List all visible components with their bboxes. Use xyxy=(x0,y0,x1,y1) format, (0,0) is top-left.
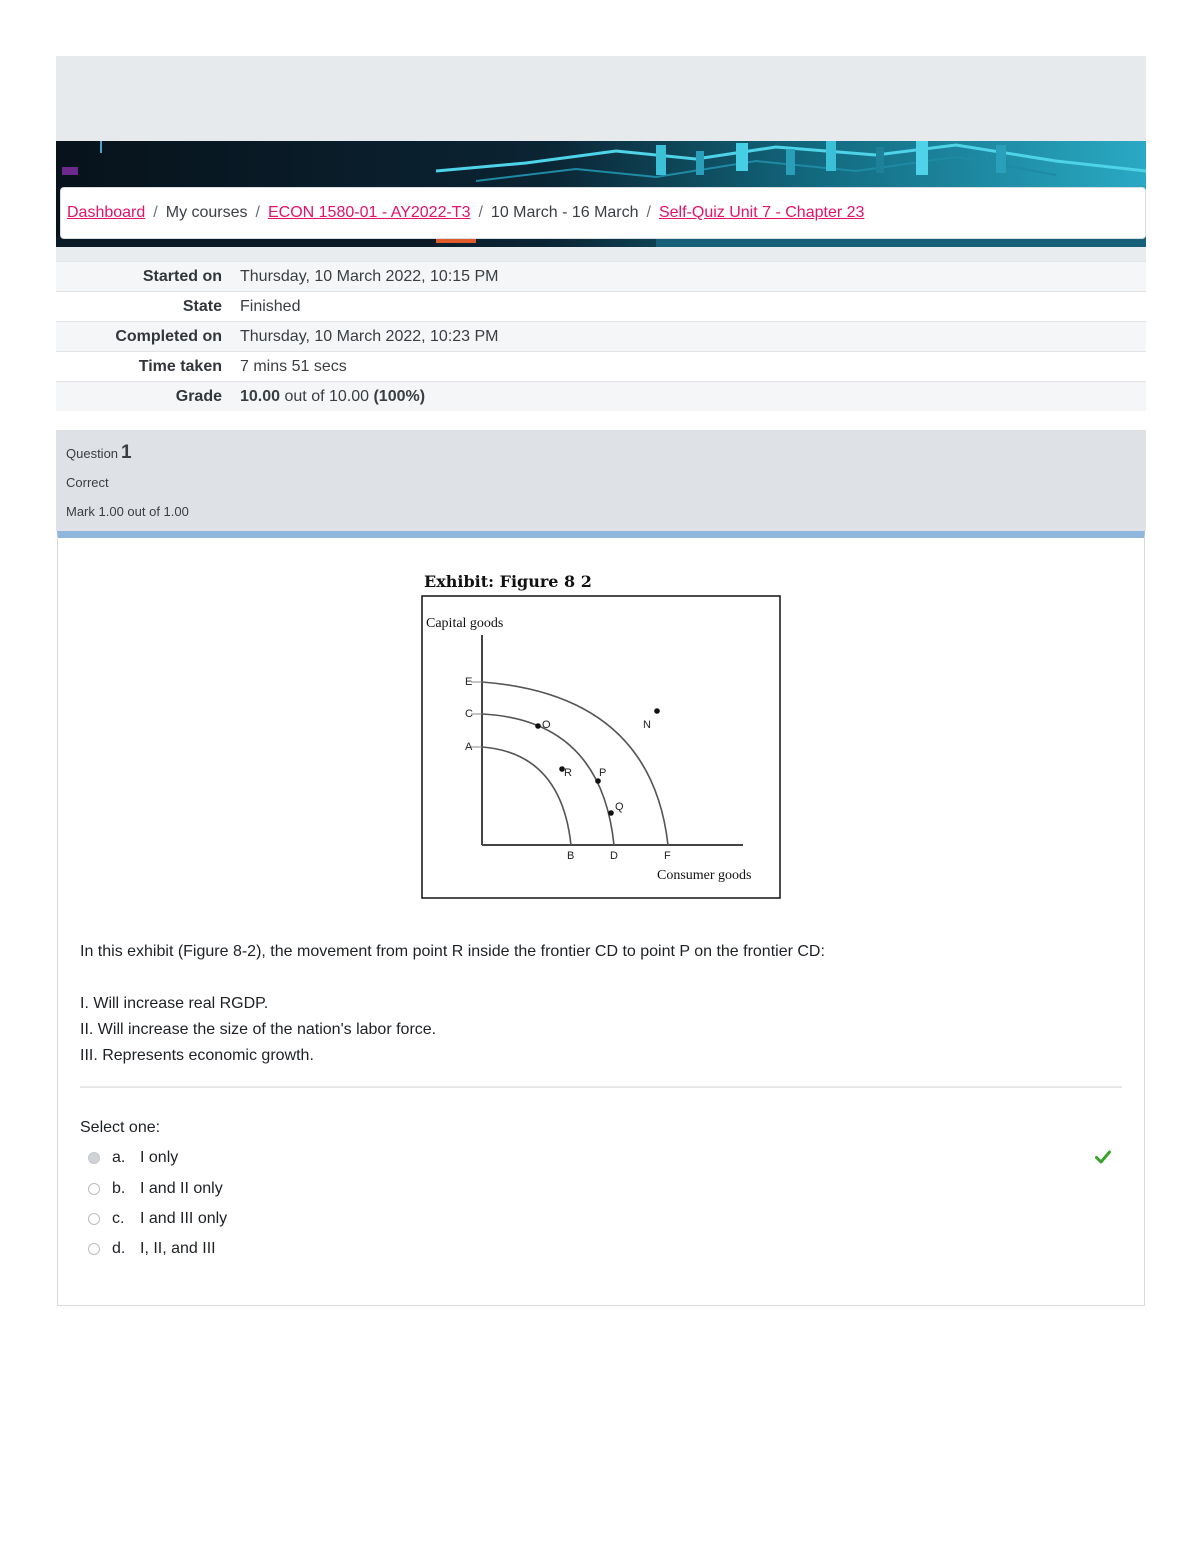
question-label: Question xyxy=(66,446,119,461)
summary-label: Time taken xyxy=(56,352,230,382)
summary-label: Completed on xyxy=(56,322,230,352)
separator-strip xyxy=(56,247,1146,261)
course-banner xyxy=(56,141,1146,247)
label-f: F xyxy=(664,850,671,862)
breadcrumb-separator: / xyxy=(478,204,483,221)
question-info xyxy=(56,430,1146,531)
figure-title: Exhibit: Figure 8 2 xyxy=(424,572,592,591)
summary-label: Grade xyxy=(56,382,230,412)
grade-percent: (100%) xyxy=(373,387,426,405)
x-axis-label: Consumer goods xyxy=(657,868,752,883)
breadcrumb-separator: / xyxy=(255,204,260,221)
statement-1: I. Will increase real RGDP. xyxy=(80,995,269,1012)
radio-d[interactable] xyxy=(88,1243,100,1255)
breadcrumb-separator: / xyxy=(153,204,158,221)
label-e: E xyxy=(465,676,473,688)
answer-option-c[interactable] xyxy=(88,1210,227,1228)
summary-row xyxy=(56,322,1146,352)
check-icon xyxy=(1095,1150,1111,1164)
label-b: B xyxy=(567,850,575,862)
option-text: I, II, and III xyxy=(140,1240,216,1257)
breadcrumb-week: 10 March - 16 March xyxy=(490,204,639,221)
breadcrumb xyxy=(60,187,1146,239)
option-letter: a. xyxy=(112,1149,126,1166)
divider xyxy=(80,1086,1122,1088)
label-q: Q xyxy=(615,801,624,813)
breadcrumb-separator: / xyxy=(646,204,651,221)
breadcrumb-dashboard[interactable]: Dashboard xyxy=(67,204,146,221)
summary-row xyxy=(56,382,1146,412)
page-header-background xyxy=(56,56,1146,141)
label-a: A xyxy=(465,741,473,753)
breadcrumb-quiz[interactable]: Self-Quiz Unit 7 - Chapter 23 xyxy=(658,204,865,221)
radio-c[interactable] xyxy=(88,1213,100,1225)
answer-option-a[interactable] xyxy=(88,1149,178,1167)
summary-row xyxy=(56,352,1146,382)
summary-value xyxy=(230,382,1146,412)
question-prompt: In this exhibit (Figure 8-2), the movement from point R inside the frontier CD to point P on the frontier CD: xyxy=(80,943,825,960)
select-one-label: Select one: xyxy=(80,1119,161,1136)
question-number: 1 xyxy=(121,442,132,463)
label-r: R xyxy=(564,767,572,779)
summary-row xyxy=(56,292,1146,322)
summary-value: Finished xyxy=(230,292,1146,322)
question-state: Correct xyxy=(66,475,109,490)
grade-score: 10.00 xyxy=(240,387,281,405)
option-text: I and II only xyxy=(140,1180,223,1197)
breadcrumb-course[interactable]: ECON 1580-01 - AY2022-T3 xyxy=(267,204,471,221)
exhibit-figure xyxy=(421,572,783,905)
point-n xyxy=(654,708,660,714)
y-axis-label: Capital goods xyxy=(426,616,504,631)
grade-out-of: out of 10.00 xyxy=(284,387,370,405)
answer-option-b[interactable] xyxy=(88,1180,223,1198)
quiz-summary-table xyxy=(56,261,1146,411)
point-o xyxy=(535,723,541,729)
radio-b[interactable] xyxy=(88,1183,100,1195)
label-p: P xyxy=(599,767,607,779)
statement-3: III. Represents economic growth. xyxy=(80,1047,314,1064)
summary-label: State xyxy=(56,292,230,322)
label-c: C xyxy=(465,708,473,720)
option-letter: d. xyxy=(112,1240,126,1257)
option-letter: c. xyxy=(112,1210,125,1227)
option-text: I and III only xyxy=(140,1210,228,1227)
summary-value: Thursday, 10 March 2022, 10:23 PM xyxy=(230,322,1146,352)
breadcrumb-my-courses: My courses xyxy=(165,204,248,221)
answer-option-d[interactable] xyxy=(88,1240,216,1258)
summary-value: 7 mins 51 secs xyxy=(230,352,1146,382)
point-q xyxy=(608,810,614,816)
question-mark: Mark 1.00 out of 1.00 xyxy=(66,504,189,519)
label-o: O xyxy=(542,719,551,731)
summary-label: Started on xyxy=(56,262,230,292)
option-text: I only xyxy=(140,1149,179,1166)
question-content xyxy=(57,531,1145,1306)
label-n: N xyxy=(643,719,651,731)
summary-value: Thursday, 10 March 2022, 10:15 PM xyxy=(230,262,1146,292)
point-p xyxy=(595,778,601,784)
ppf-diagram xyxy=(421,595,783,901)
radio-a[interactable] xyxy=(88,1152,100,1164)
statement-2: II. Will increase the size of the nation's labor force. xyxy=(80,1021,437,1038)
page xyxy=(56,56,1146,411)
option-letter: b. xyxy=(112,1180,126,1197)
summary-row xyxy=(56,262,1146,292)
label-d: D xyxy=(610,850,618,862)
